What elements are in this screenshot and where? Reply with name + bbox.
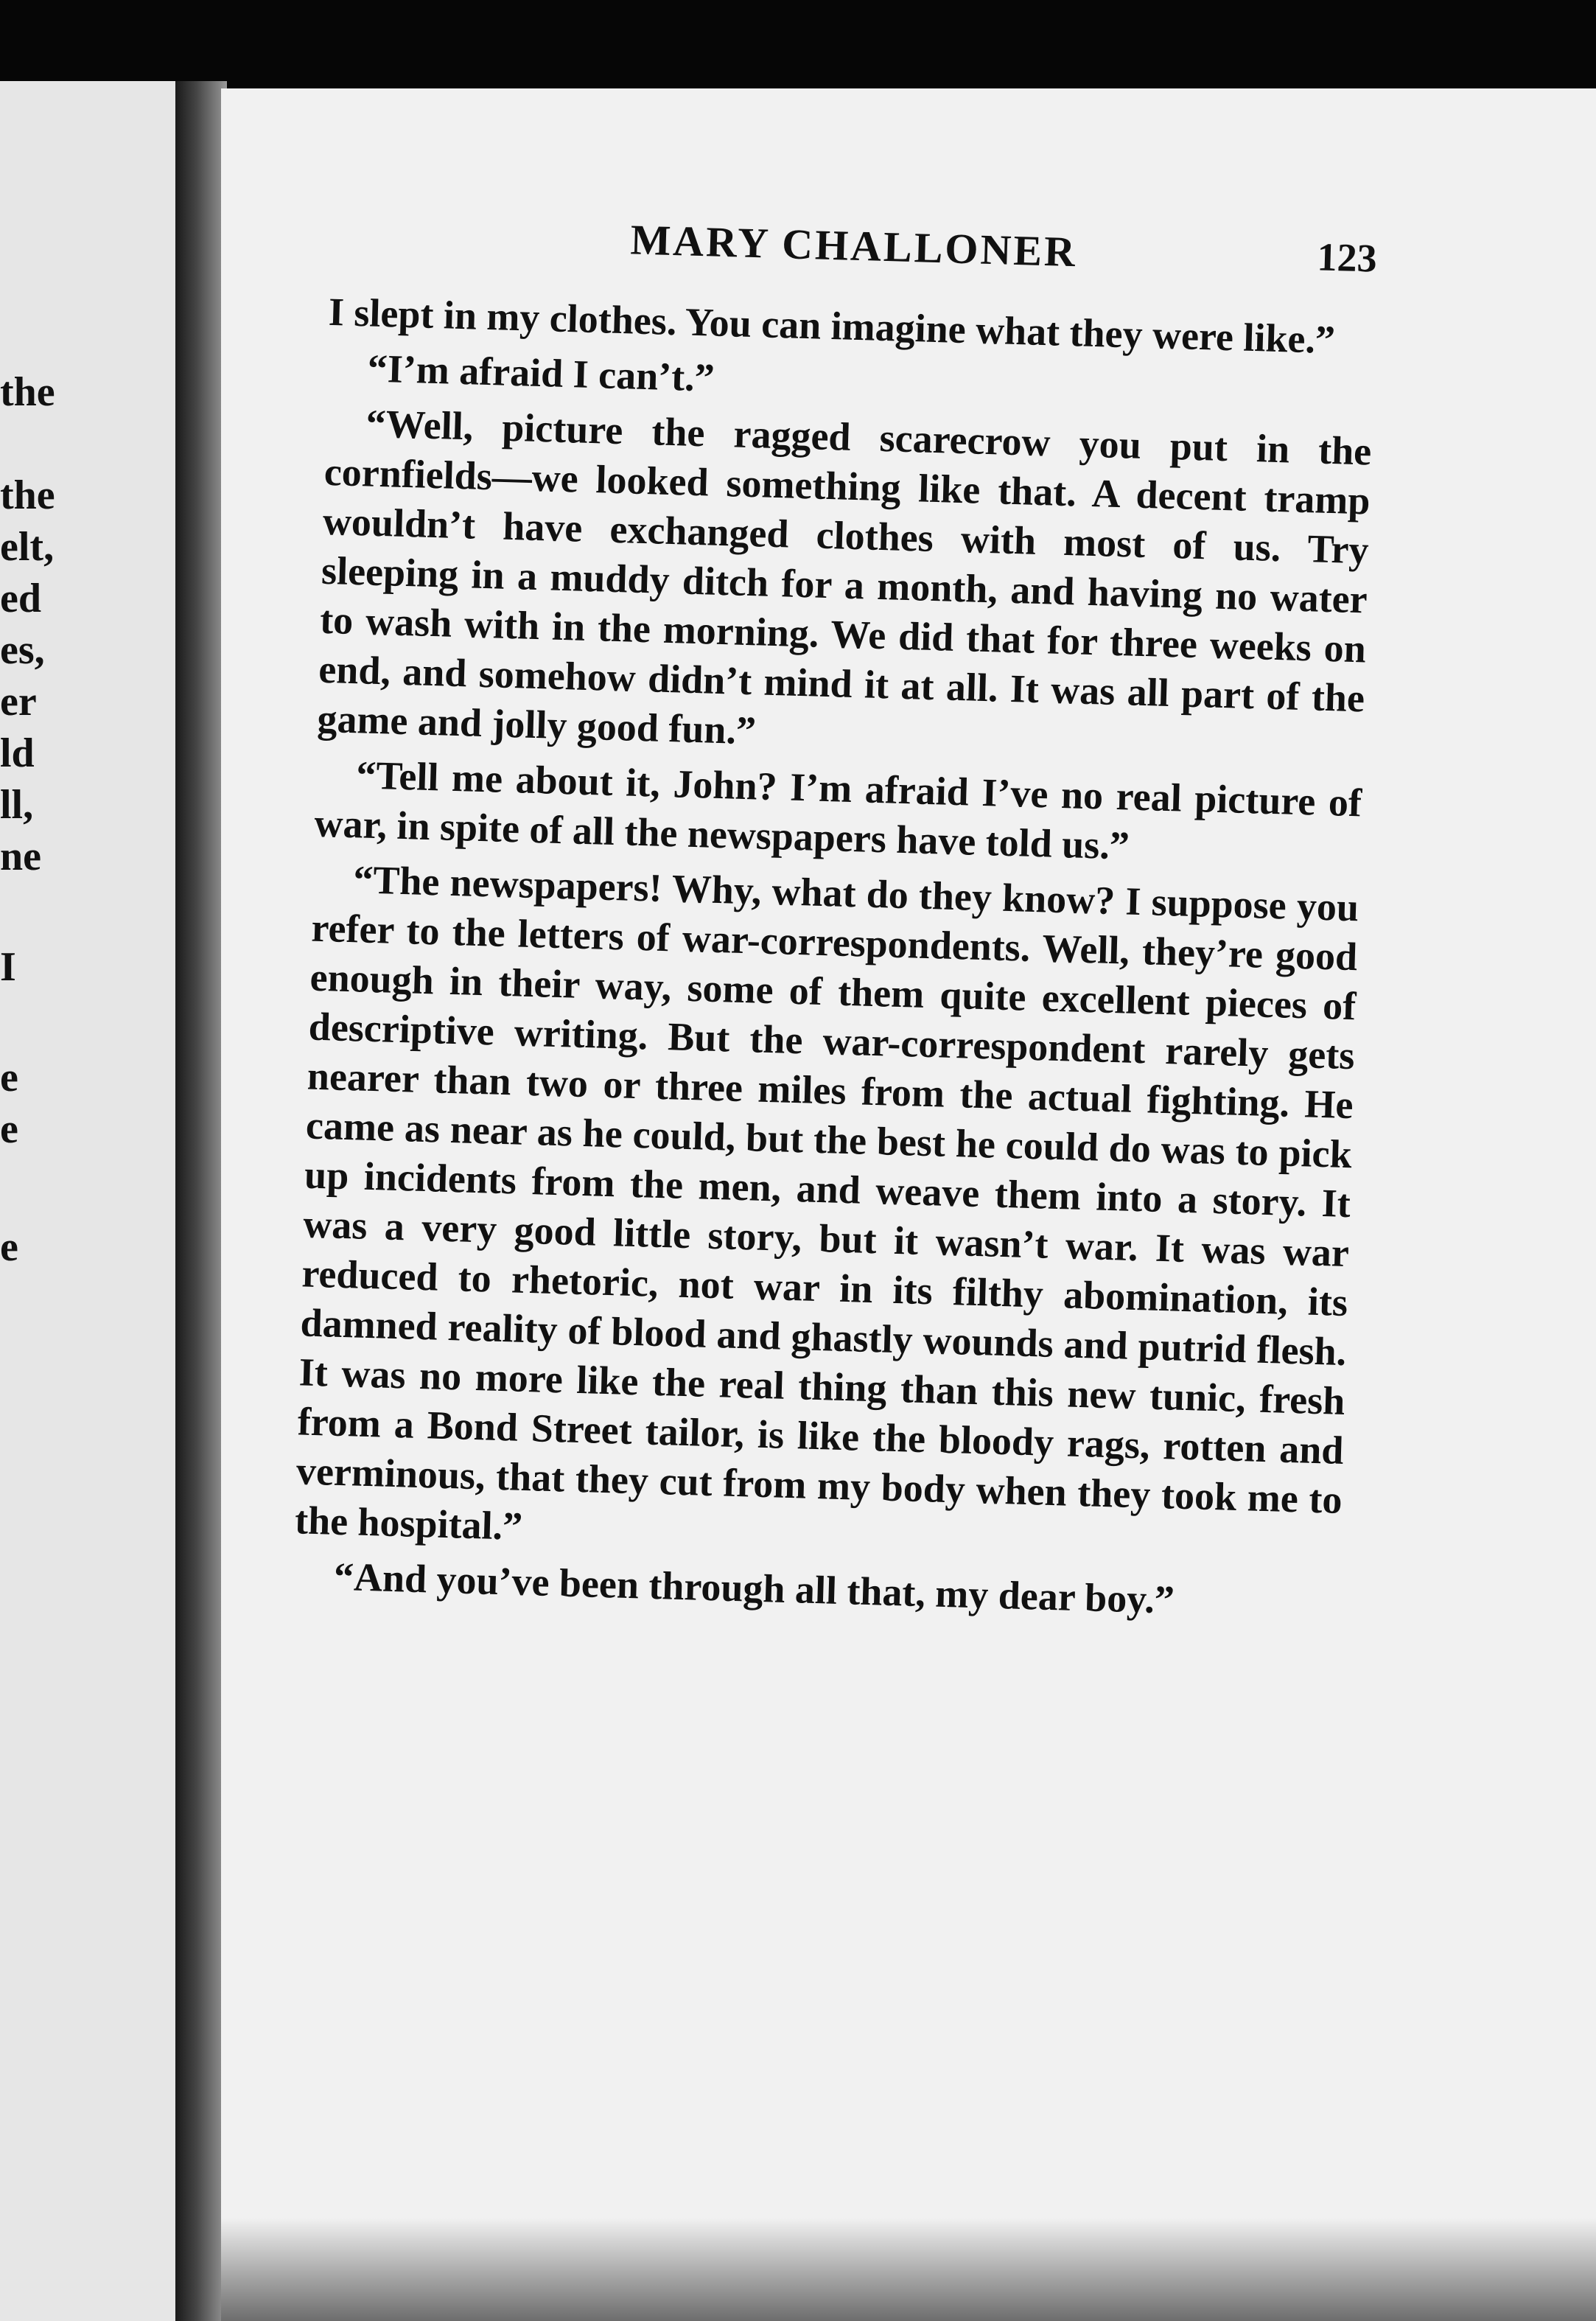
left-fragment: the [0, 369, 55, 415]
paragraph: “And you’ve been through all that, my dear boy.” [333, 1554, 1175, 1622]
page-header [329, 206, 1377, 302]
left-fragment: elt, [0, 524, 55, 570]
left-fragment: I [0, 944, 16, 990]
paragraph: “Well, picture the ragged scarecrow you put in the cornfields—we looked something like that. A decent tramp wouldn’t have exchanged clothes with most of us. Try sleeping in a muddy ditch for a month, and having no water to wash with in the morning. We did that for three weeks on end, and somehow didn’t mind it at all. It was all part of the game and jolly good fun.” [316, 401, 1373, 753]
left-fragment: e [0, 1224, 18, 1270]
paragraph: “The newspapers! Why, what do they know? I suppose you refer to the letters of war-correspondents. Well, they’re good enough in their way, some of them quite excellent pieces of descriptive writing. But the war-correspondent rarely gets nearer than two or three miles from the actual fighting. He came as near as he could, but the best he could do was to pick up incidents from the men, and weave them into a story. It was a very good little story, but it wasn’t war. It was war reduced to rhetoric, not war in its filthy abomination, its damned reality of blood and ghastly wounds and putrid flesh. It was no more like the real thing than this new tunic, fresh from a Bond Street tailor, is like the bloody rags, rotten and verminous, that they cut from my body when they took me to the hospital.” [294, 857, 1359, 1549]
body-text [293, 287, 1375, 1630]
left-facing-page [0, 81, 184, 2321]
left-fragment: ed [0, 576, 41, 621]
left-fragment: ld [0, 730, 35, 776]
left-fragment: e [0, 1055, 18, 1100]
running-title: MARY CHALLONER [629, 215, 1078, 276]
bottom-shadow [221, 2218, 1596, 2321]
left-fragment: the [0, 472, 55, 518]
left-fragment: e [0, 1106, 18, 1152]
paragraph: “I’m afraid I can’t.” [367, 346, 715, 400]
paragraph: I slept in my clothes. You can imagine what they were like.” [328, 289, 1336, 363]
book-gutter [175, 81, 227, 2321]
page-content [293, 206, 1377, 1636]
left-page-text-fragments [0, 81, 184, 2321]
page-number: 123 [1316, 234, 1378, 281]
left-fragment: ne [0, 834, 41, 879]
left-fragment: ll, [0, 782, 34, 828]
book-page [221, 88, 1596, 2321]
left-fragment: es, [0, 627, 45, 673]
left-fragment: er [0, 679, 37, 725]
paragraph: “Tell me about it, John? I’m afraid I’ve no real picture of war, in spite of all the newspapers have told us.” [313, 753, 1362, 868]
